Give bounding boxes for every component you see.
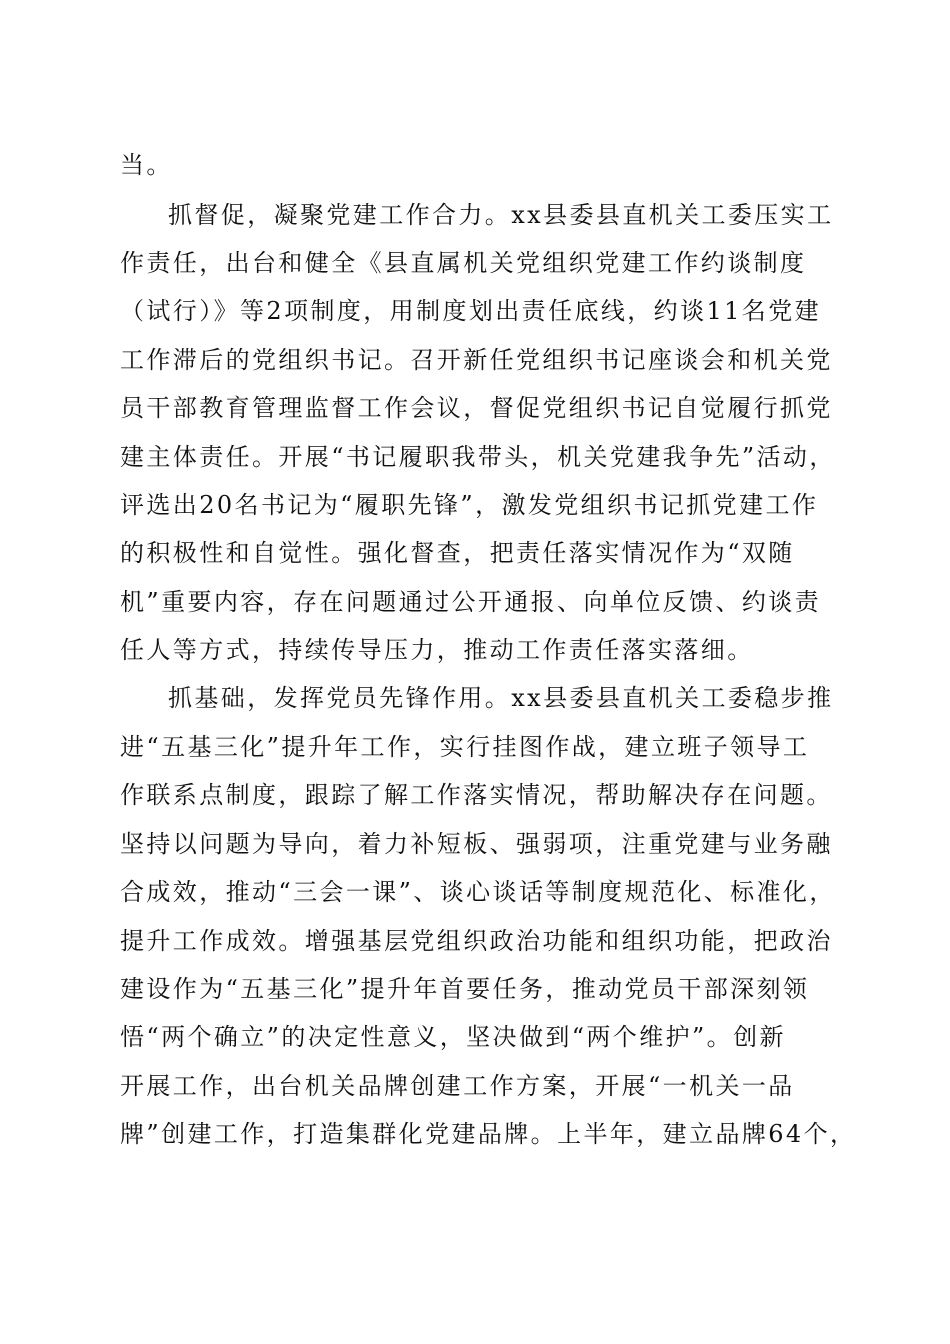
text-line: 合成效，推动“三会一课”、谈心谈话等制度规范化、标准化， xyxy=(120,878,836,906)
text-line: 任人等方式，持续传导压力，推动工作责任落实落细。 xyxy=(120,636,754,664)
text-line: 提升工作成效。增强基层党组织政治功能和组织功能，把政治 xyxy=(120,927,833,955)
text-line: 建设作为“五基三化”提升年首要任务，推动党员干部深刻领 xyxy=(120,975,810,1003)
text-line: 员干部教育管理监督工作会议，督促党组织书记自觉履行抓党 xyxy=(120,394,833,422)
text-line: 开展工作，出台机关品牌创建工作方案，开展“一机关一品 xyxy=(120,1072,795,1100)
text-line: 的积极性和自觉性。强化督查，把责任落实情况作为“双随 xyxy=(120,539,795,567)
text-line: 作联系点制度，跟踪了解工作落实情况，帮助解决存在问题。 xyxy=(120,781,833,809)
paragraph-start-line: 抓基础，发挥党员先锋作用。xx县委县直机关工委稳步推 xyxy=(168,684,834,712)
text-line: 进“五基三化”提升年工作，实行挂图作战，建立班子领导工 xyxy=(120,733,810,761)
text-line: 建主体责任。开展“书记履职我带头，机关党建我争先”活动， xyxy=(120,443,836,471)
text-line: 当。 xyxy=(120,151,173,179)
text-line: 评选出20名书记为“履职先锋”，激发党组织书记抓党建工作 xyxy=(120,491,819,519)
text-line: 悟“两个确立”的决定性意义，坚决做到“两个维护”。创新 xyxy=(120,1023,786,1051)
text-line: 作责任，出台和健全《县直属机关党组织党建工作约谈制度 xyxy=(120,249,807,277)
text-line: 机”重要内容，存在问题通过公开通报、向单位反馈、约谈责 xyxy=(120,588,822,616)
text-line: 工作滞后的党组织书记。召开新任党组织书记座谈会和机关党 xyxy=(120,346,833,374)
paragraph-start-line: 抓督促，凝聚党建工作合力。xx县委县直机关工委压实工 xyxy=(168,201,834,229)
text-line: 牌”创建工作，打造集群化党建品牌。上半年，建立品牌64个， xyxy=(120,1120,857,1148)
text-line: （试行）》等2项制度，用制度划出责任底线，约谈11名党建 xyxy=(120,297,822,325)
text-line: 坚持以问题为导向，着力补短板、强弱项，注重党建与业务融 xyxy=(120,830,833,858)
